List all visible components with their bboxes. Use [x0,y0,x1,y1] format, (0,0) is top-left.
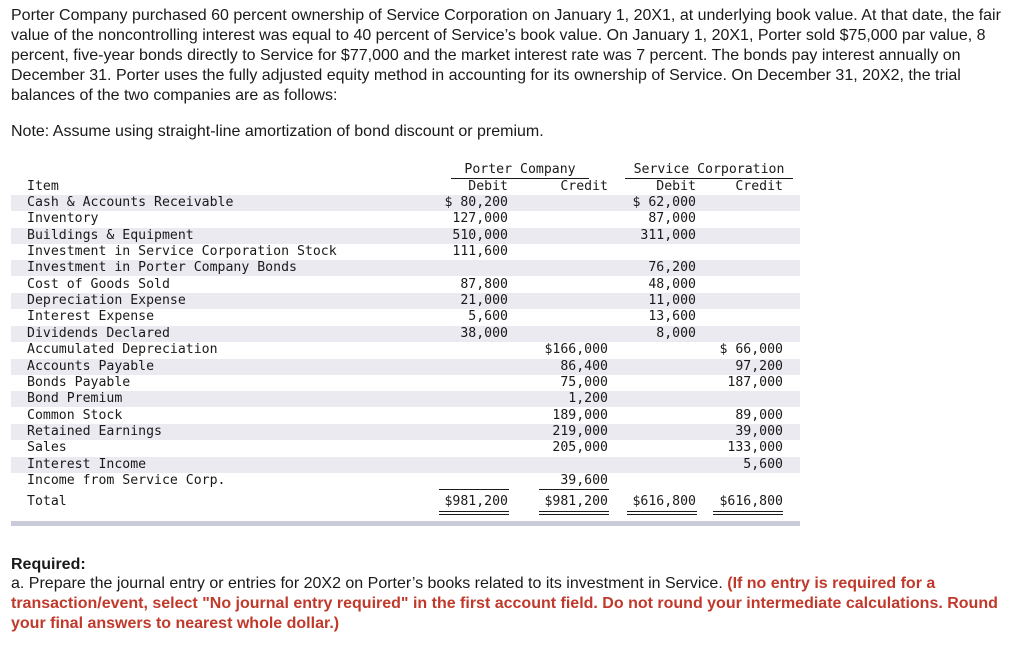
cell-item-name: Investment in Service Corporation Stock [27,244,337,260]
total-porter-credit: $981,200 [544,494,608,509]
cell-service-credit: $ 66,000 [719,342,783,358]
header-service-corporation: Service Corporation [633,162,785,177]
total-double-line-service-debit [627,511,697,515]
total-service-credit: $616,800 [719,494,783,509]
cell-porter-debit: 21,000 [460,293,508,309]
cell-porter-debit: 127,000 [452,211,508,227]
table-row [11,408,800,424]
cell-item-name: Retained Earnings [27,423,162,439]
cell-item-name: Dividends Declared [27,325,170,341]
cell-porter-credit: 219,000 [552,423,608,439]
cell-porter-credit: 86,400 [560,358,608,374]
cell-service-debit: 87,000 [648,211,696,227]
cell-service-debit: 11,000 [648,293,696,309]
column-header-porter-credit: Credit [560,179,608,194]
table-row [11,391,800,407]
total-double-line-service-credit [713,511,783,515]
cell-item-name: Bonds Payable [27,374,131,390]
table-row [11,424,800,440]
cell-service-debit: 8,000 [656,325,696,341]
cell-item-name: Buildings & Equipment [27,227,194,243]
table-row [11,375,800,391]
trial-balance-table [11,161,800,525]
cell-service-credit: 133,000 [727,440,783,456]
table-row [11,473,800,489]
cell-item-name: Sales [27,440,67,456]
column-header-row [11,179,800,195]
table-row [11,359,800,375]
cell-item-name: Cash & Accounts Receivable [27,195,234,210]
cell-item-name: Common Stock [27,407,123,423]
cell-item-name: Accumulated Depreciation [27,342,218,358]
subtotal-line-porter-debit [439,489,509,490]
total-double-line-porter-credit [539,511,609,515]
table-row [11,260,800,276]
table-row [11,457,800,473]
table-row [11,293,800,309]
cell-porter-credit: 75,000 [560,374,608,390]
cell-item-name: Depreciation Expense [27,293,186,309]
table-row [11,440,800,456]
table-footer-bar [11,521,800,526]
table-row [11,211,800,227]
cell-porter-credit: 1,200 [568,391,608,407]
note-text: Note: Assume using straight-line amortization of bond discount or premium. [11,123,544,140]
cell-porter-debit: 87,800 [460,276,508,292]
cell-item-name: Interest Expense [27,309,155,325]
cell-porter-credit: 39,600 [560,472,608,488]
cell-porter-debit: 38,000 [460,325,508,341]
cell-item-name: Accounts Payable [27,358,155,374]
cell-item-name: Inventory [27,211,99,227]
column-header-porter-debit: Debit [468,179,508,194]
table-row [11,309,800,325]
table-row [11,277,800,293]
column-header-item: Item [27,179,59,194]
cell-item-name: Bond Premium [27,391,123,407]
cell-item-name: Interest Income [27,456,147,472]
header-porter-company: Porter Company [464,162,576,177]
cell-service-credit: 89,000 [735,407,783,423]
cell-porter-debit: 5,600 [468,309,508,325]
subtotal-line-porter-credit [539,489,609,490]
cell-porter-debit: 111,600 [452,244,508,260]
required-a-instruction: (If no entry is required for a transaction/event, select "No journal entry required" in the first account field. Do not round your intermediate calculations. Round your final answers to nearest whole dollar.) [11,575,998,632]
cell-porter-debit: $ 80,200 [444,195,508,210]
required-a-text: a. Prepare the journal entry or entries for 20X2 on Porter’s books related to its investment in Service. [11,575,723,592]
table-row [11,326,800,342]
cell-service-credit: 39,000 [735,423,783,439]
cell-service-credit: 97,200 [735,358,783,374]
cell-service-debit: 48,000 [648,276,696,292]
column-header-service-debit: Debit [656,179,696,194]
table-row [11,195,800,211]
cell-item-name: Cost of Goods Sold [27,276,170,292]
cell-service-debit: $ 62,000 [632,195,696,210]
total-row [11,494,800,510]
table-row [11,228,800,244]
cell-porter-debit: 510,000 [452,227,508,243]
cell-service-debit: 311,000 [640,227,696,243]
table-row [11,342,800,358]
total-porter-debit: $981,200 [444,494,508,509]
cell-porter-credit: $166,000 [544,342,608,358]
column-header-service-credit: Credit [735,179,783,194]
total-service-debit: $616,800 [632,494,696,509]
required-title: Required: [11,556,86,573]
table-row [11,244,800,260]
required-part-a [11,574,1011,634]
cell-service-debit: 76,200 [648,260,696,276]
cell-service-credit: 187,000 [727,374,783,390]
cell-item-name: Income from Service Corp. [27,472,226,488]
cell-porter-credit: 189,000 [552,407,608,423]
total-label: Total [27,494,67,509]
cell-service-credit: 5,600 [743,456,783,472]
cell-porter-credit: 205,000 [552,440,608,456]
cell-service-debit: 13,600 [648,309,696,325]
total-double-line-porter-debit [439,511,509,515]
cell-item-name: Investment in Porter Company Bonds [27,260,297,276]
problem-intro: Porter Company purchased 60 percent ownership of Service Corporation on January 1, 20X1, at underlying book value. At that date, the fair value of the noncontrolling interest was equal to 40 percent of Service’s book value. On January 1, 20X1, Porter sold $75,000 par value, 8 percent, five-year bonds directly to Service for $77,000 and the market interest rate was 7 percent. The bonds pay interest annually on December 31. Porter uses the fully adjusted equity method in accounting for its ownership of Service. On December 31, 20X2, the trial balances of the two companies are as follows: [11,7,1001,104]
